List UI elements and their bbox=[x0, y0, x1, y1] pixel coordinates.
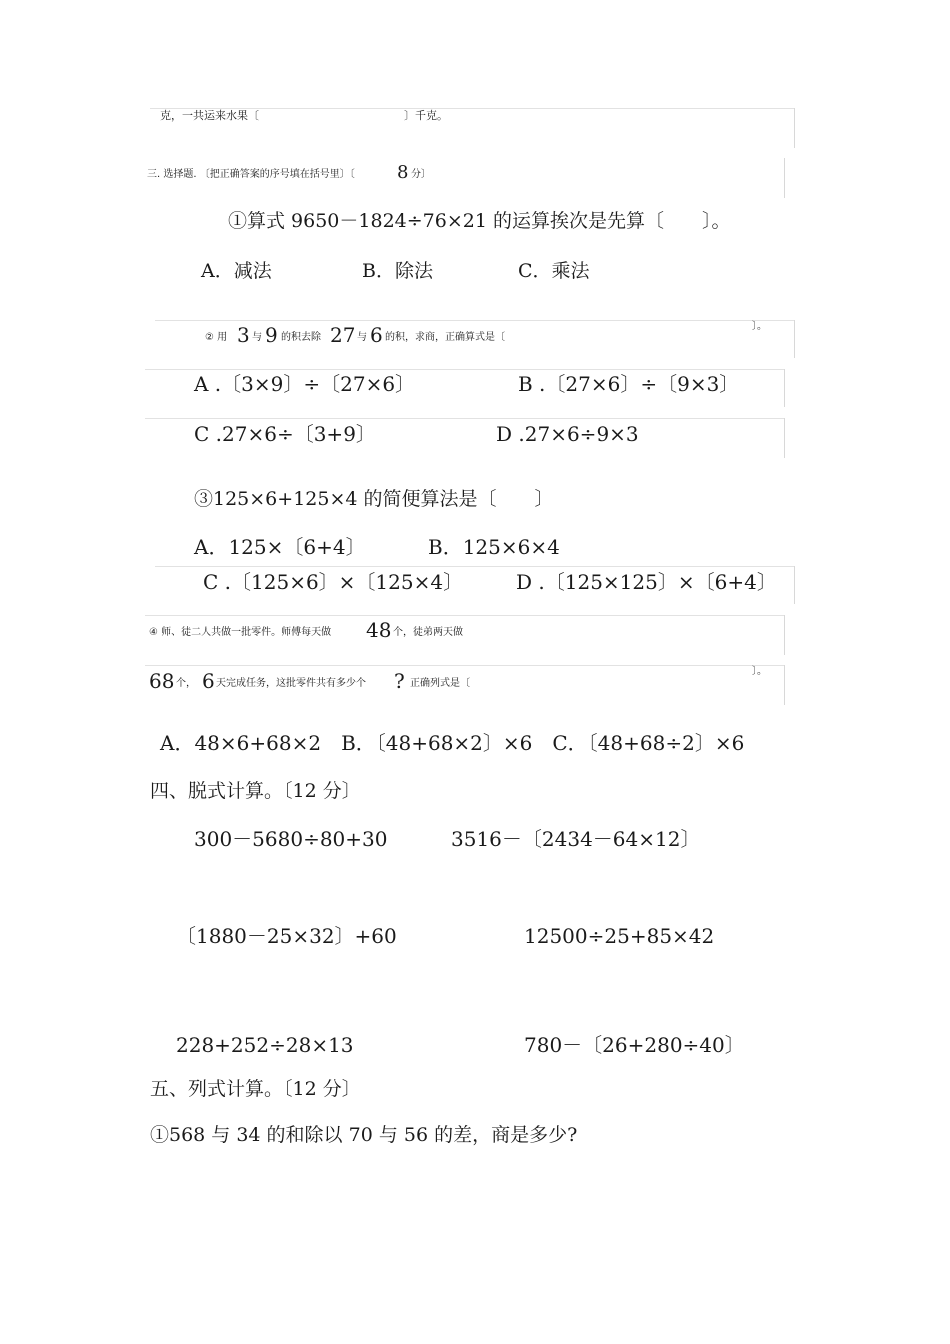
q2-text-2: 与 bbox=[252, 332, 262, 343]
box-line bbox=[145, 615, 785, 616]
q1-stem: ①算式 9650－1824÷76×21 的运算挨次是先算〔 〕。 bbox=[228, 210, 731, 232]
q2-option-c: C .27×6÷〔3+9〕 bbox=[194, 422, 376, 446]
fruit-line-suffix: 〕千克。 bbox=[404, 109, 448, 122]
q4-text-3: 个， bbox=[176, 678, 196, 689]
q2-number-2: 9 bbox=[265, 323, 278, 347]
q2-text-3: 的积去除 bbox=[281, 332, 321, 343]
box-line bbox=[784, 665, 785, 705]
box-line bbox=[794, 320, 795, 358]
calc-problem-6: 780－〔26+280÷40〕 bbox=[524, 1033, 745, 1057]
q4-number-3: 6 bbox=[202, 669, 215, 693]
q2-close: 〕。 bbox=[752, 321, 767, 332]
box-line bbox=[155, 566, 795, 567]
q2-number-3: 27 bbox=[330, 323, 356, 347]
q2-number-4: 6 bbox=[370, 323, 383, 347]
q2-option-d: D .27×6÷9×3 bbox=[496, 422, 639, 446]
section3-unit: 分〕 bbox=[411, 169, 431, 180]
q2-text-1: ② 用 bbox=[205, 332, 228, 343]
box-line bbox=[145, 418, 785, 419]
q1-option-b: B．除法 bbox=[362, 260, 433, 282]
section5-title: 五、列式计算。〔12 分〕 bbox=[150, 1078, 361, 1100]
q4-close: 〕。 bbox=[752, 666, 767, 677]
q3-option-d: D .〔125×125〕×〔6+4〕 bbox=[516, 570, 777, 594]
calc-problem-5: 228+252÷28×13 bbox=[176, 1033, 354, 1057]
box-line bbox=[784, 615, 785, 655]
q3-stem: ③125×6+125×4 的简便算法是〔 〕 bbox=[194, 488, 554, 510]
q2-text-5: 的积，求商，正确算式是〔 bbox=[385, 332, 505, 343]
section3-points: 8 bbox=[397, 162, 409, 183]
section4-title: 四、脱式计算。〔12 分〕 bbox=[150, 780, 361, 802]
q2-option-b: B .〔27×6〕÷〔9×3〕 bbox=[518, 372, 740, 396]
q4-question-mark: ? bbox=[394, 669, 405, 693]
q4-text-1: ④ 师、徒二人共做一批零件。师傅每天做 bbox=[149, 627, 332, 638]
q4-text-2: 个，徒弟两天做 bbox=[393, 627, 463, 638]
q3-option-a: A．125×〔6+4〕 bbox=[194, 535, 366, 559]
q2-text-4: 与 bbox=[357, 332, 367, 343]
q4-number-2: 68 bbox=[149, 669, 175, 693]
box-line bbox=[784, 158, 785, 198]
q2-option-a: A .〔3×9〕÷〔27×6〕 bbox=[194, 372, 416, 396]
q1-option-a: A．减法 bbox=[201, 260, 272, 282]
calc-problem-2: 3516－〔2434－64×12〕 bbox=[451, 827, 701, 851]
box-line bbox=[145, 665, 785, 666]
calc-problem-4: 12500÷25+85×42 bbox=[524, 924, 715, 948]
calc-problem-1: 300－5680÷80+30 bbox=[194, 827, 388, 851]
q4-options: A．48×6+68×2 B．〔48+68×2〕×6 C．〔48+68÷2〕×6 bbox=[160, 731, 745, 755]
q4-text-5: 正确列式是〔 bbox=[410, 678, 470, 689]
q4-number-1: 48 bbox=[366, 618, 392, 642]
section5-question-1: ①568 与 34 的和除以 70 与 56 的差，商是多少? bbox=[150, 1124, 578, 1146]
q1-option-c: C．乘法 bbox=[518, 260, 590, 282]
box-line bbox=[784, 369, 785, 407]
box-line bbox=[794, 566, 795, 604]
fruit-line-prefix: 克，一共运来水果〔 bbox=[160, 109, 259, 122]
q3-option-c: C .〔125×6〕×〔125×4〕 bbox=[203, 570, 464, 594]
q3-option-b: B．125×6×4 bbox=[428, 535, 560, 559]
q4-text-4: 天完成任务，这批零件共有多少个 bbox=[216, 678, 366, 689]
box-line bbox=[784, 418, 785, 458]
box-line bbox=[794, 108, 795, 148]
box-line bbox=[145, 369, 785, 370]
calc-problem-3: 〔1880－25×32〕+60 bbox=[176, 924, 397, 948]
box-line bbox=[155, 320, 795, 321]
q2-number-1: 3 bbox=[237, 323, 250, 347]
section3-title: 三. 选择题. 〔把正确答案的序号填在括号里〕〔 bbox=[147, 169, 355, 180]
